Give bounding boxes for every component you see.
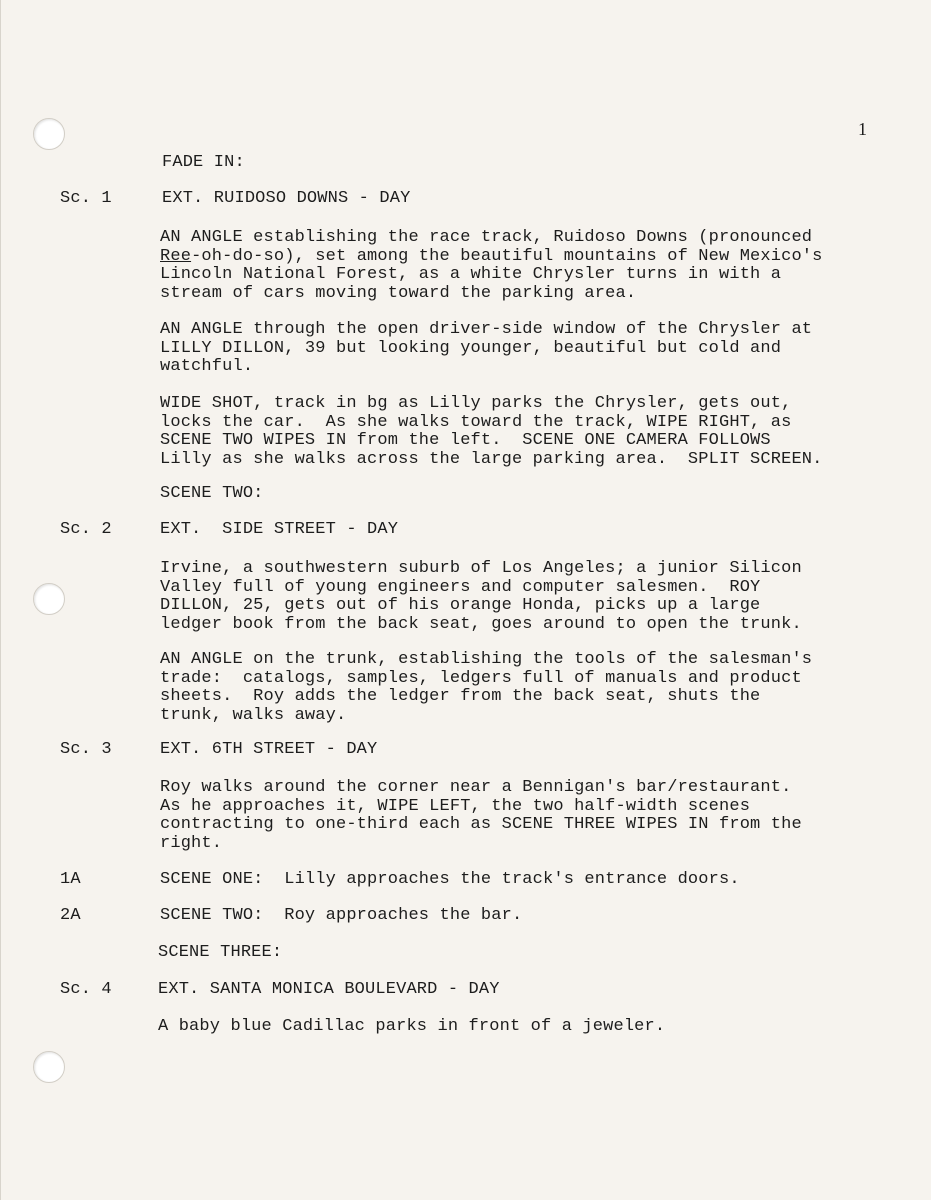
action-paragraph: AN ANGLE on the trunk, establishing the tools of the salesman's trade: catalogs, samples, ledgers full of manuals and product sheets. Roy adds the ledger from the back seat, shuts the trunk, walks away. bbox=[160, 650, 813, 725]
underlined-pronunciation: Ree bbox=[160, 246, 192, 266]
action-paragraph: WIDE SHOT, track in bg as Lilly parks the Chrysler, gets out, locks the car. As she walks toward the track, WIPE RIGHT, as SCENE TWO WIPES IN from the left. SCENE ONE CAMERA FOLLOWS Lilly as she walks across the large parking area. SPLIT SCREEN. bbox=[160, 394, 823, 469]
scene-heading: EXT. RUIDOSO DOWNS - DAY bbox=[162, 189, 411, 208]
binder-hole bbox=[33, 1051, 65, 1083]
binder-hole bbox=[33, 583, 65, 615]
scene-number: 2A bbox=[60, 906, 81, 925]
action-paragraph: A baby blue Cadillac parks in front of a jeweler. bbox=[158, 1017, 666, 1036]
scene-number: Sc. 2 bbox=[60, 520, 112, 539]
scene-number: Sc. 1 bbox=[60, 189, 112, 208]
binder-hole bbox=[33, 118, 65, 150]
scene-heading: EXT. 6TH STREET - DAY bbox=[160, 740, 378, 759]
scene-number: Sc. 3 bbox=[60, 740, 112, 759]
scene-number: 1A bbox=[60, 870, 81, 889]
page-number: 1 bbox=[858, 119, 868, 139]
scene-label: SCENE TWO: bbox=[160, 484, 264, 503]
action-paragraph: Roy walks around the corner near a Bennigan's bar/restaurant. As he approaches it, WIPE LEFT, the two half-width scenes contracting to one-third each as SCENE THREE WIPES IN from the right. bbox=[160, 778, 802, 853]
action-paragraph: Irvine, a southwestern suburb of Los Angeles; a junior Silicon Valley full of young engineers and computer salesmen. ROY DILLON, 25, gets out of his orange Honda, picks up a large ledger book from the back seat, goes around to open the trunk. bbox=[160, 559, 802, 634]
action-paragraph: AN ANGLE through the open driver-side window of the Chrysler at LILLY DILLON, 39 but looking younger, beautiful but cold and watchful. bbox=[160, 320, 813, 376]
split-scene-line: SCENE ONE: Lilly approaches the track's entrance doors. bbox=[160, 870, 740, 889]
scene-label: SCENE THREE: bbox=[158, 943, 283, 962]
scene-number: Sc. 4 bbox=[60, 980, 112, 999]
fade-in: FADE IN: bbox=[162, 153, 245, 172]
scene-heading: EXT. SIDE STREET - DAY bbox=[160, 520, 399, 539]
action-paragraph: AN ANGLE establishing the race track, Ruidoso Downs (pronounced Ree-oh-do-so), set among the beautiful mountains of New Mexico's Lincoln National Forest, as a white Chrysler turns in with a stream of cars moving toward the parking area. bbox=[160, 228, 823, 303]
scene-heading: EXT. SANTA MONICA BOULEVARD - DAY bbox=[158, 980, 500, 999]
split-scene-line: SCENE TWO: Roy approaches the bar. bbox=[160, 906, 523, 925]
